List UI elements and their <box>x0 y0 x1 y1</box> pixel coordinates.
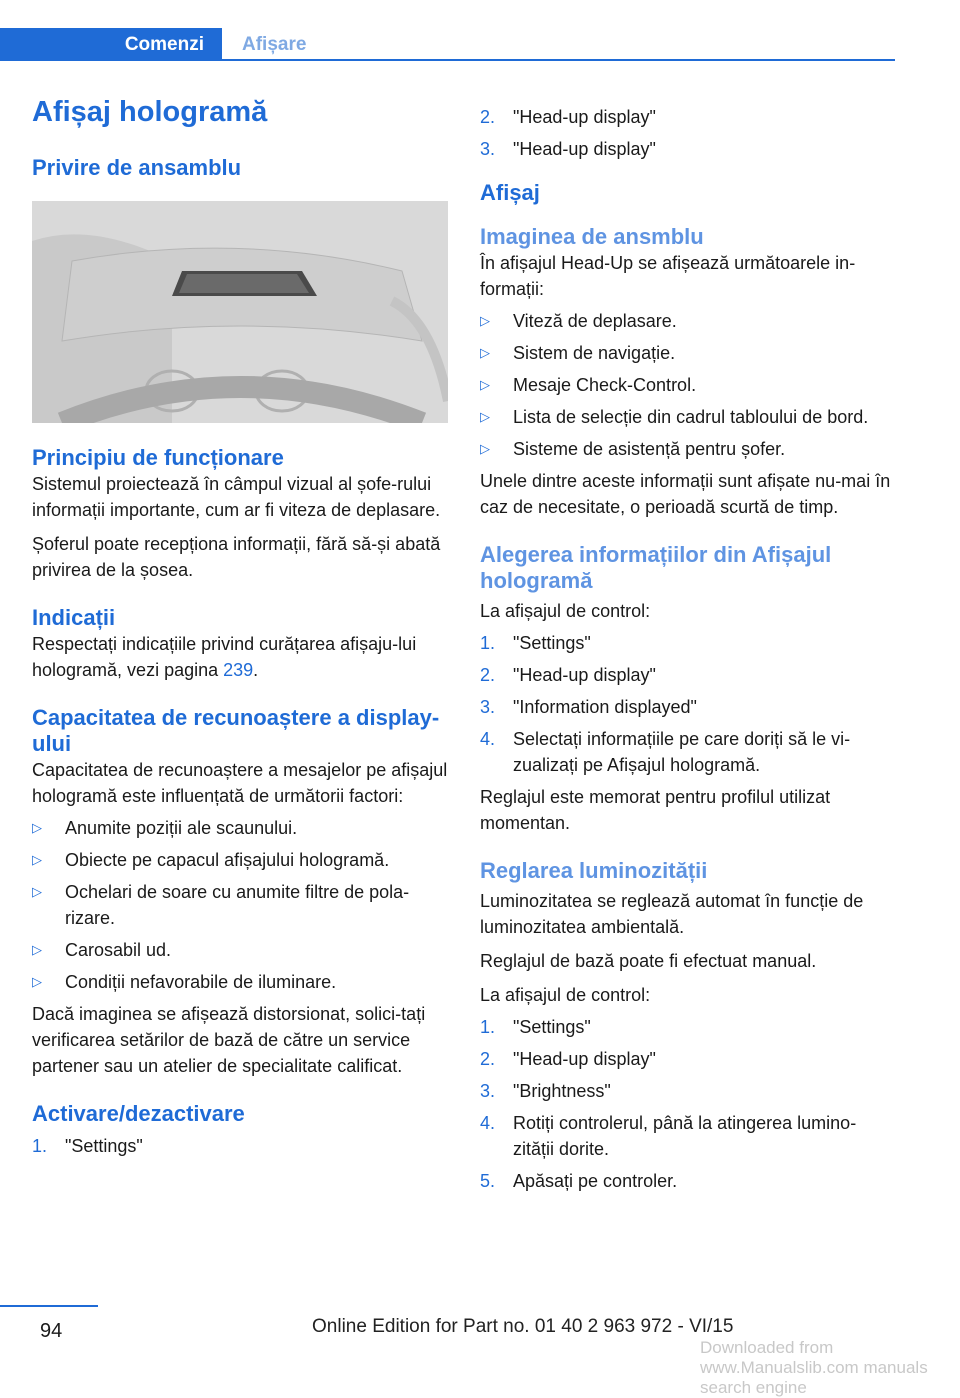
display-heading: Afișaj <box>480 180 540 205</box>
list-item: 2. "Head-up display" <box>480 662 895 688</box>
step-number: 4. <box>480 1113 496 1133</box>
hints-heading: Indicații <box>32 605 116 630</box>
bullet-triangle-icon: ▷ <box>32 820 42 835</box>
step-number: 4. <box>480 729 496 749</box>
list-item: ▷ Viteză de deplasare. <box>480 308 895 334</box>
bullet-triangle-icon: ▷ <box>480 345 490 360</box>
header-divider <box>0 59 895 61</box>
step-number: 1. <box>480 633 496 653</box>
list-item: 4. Selectați informațiile pe care doriți să le vi-zualizați pe Afișajul hologramă. <box>480 726 895 778</box>
overview-paragraph: În afișajul Head-Up se afișează următoarele in-formații: <box>480 253 856 299</box>
dashboard-illustration <box>32 201 448 423</box>
list-item: 5. Apăsați pe controler. <box>480 1168 895 1194</box>
list-item: 2. "Head-up display" <box>480 104 895 130</box>
brightness-heading: Reglarea luminozității <box>480 858 708 883</box>
activation-steps-continued <box>480 104 895 162</box>
left-column <box>32 96 448 1165</box>
recognition-factors-list <box>32 815 448 995</box>
activation-steps-list <box>32 1133 448 1159</box>
overview-note: Unele dintre aceste informații sunt afișate nu-mai în caz de necesitate, o perioadă scurtă de timp. <box>480 471 891 517</box>
bullet-triangle-icon: ▷ <box>32 852 42 867</box>
bullet-triangle-icon: ▷ <box>480 441 490 456</box>
principle-paragraph-2: Șoferul poate recepționa informații, fără să-și abată privirea de la șosea. <box>32 534 441 580</box>
hints-text: Respectați indicațiile privind curățarea afișaju-lui hologramă, vezi pagina <box>32 634 417 680</box>
footer-divider <box>0 1305 98 1307</box>
step-number: 2. <box>480 665 496 685</box>
bullet-triangle-icon: ▷ <box>480 313 490 328</box>
overview-heading: Privire de ansamblu <box>32 155 242 180</box>
step-number: 3. <box>480 697 496 717</box>
step-number: 3. <box>480 139 496 159</box>
recognition-heading: Capacitatea de recunoaștere a display-ului <box>32 705 440 756</box>
bullet-triangle-icon: ▷ <box>480 377 490 392</box>
list-item: ▷ Condiții nefavorabile de iluminare. <box>32 969 448 995</box>
step-number: 5. <box>480 1171 496 1191</box>
step-number: 2. <box>480 1049 496 1069</box>
online-edition-label: Online Edition for Part no. 01 40 2 963 972 - VI/15 <box>312 1316 734 1337</box>
list-item: ▷ Obiecte pe capacul afișajului hologramă. <box>32 847 448 873</box>
step-number: 2. <box>480 107 496 127</box>
list-item: 3. "Brightness" <box>480 1078 895 1104</box>
watermark: Downloaded from www.Manualslib.com manuals search engine <box>700 1338 928 1397</box>
bullet-triangle-icon: ▷ <box>480 409 490 424</box>
brightness-paragraph-1: Luminozitatea se reglează automat în funcție de luminozitatea ambientală. <box>480 891 864 937</box>
bullet-triangle-icon: ▷ <box>32 942 42 957</box>
distortion-paragraph: Dacă imaginea se afișează distorsionat, solici-tați verificarea setărilor de bază de către un service partener sau un atelier de specialitate calificat. <box>32 1004 426 1076</box>
page-239-link[interactable]: 239 <box>223 660 254 680</box>
list-item: 3. "Head-up display" <box>480 136 895 162</box>
step-number: 1. <box>480 1017 496 1037</box>
page-number: 94 <box>40 1320 63 1342</box>
list-item: 3. "Information displayed" <box>480 694 895 720</box>
principle-heading: Principiu de funcționare <box>32 445 284 470</box>
brightness-steps <box>480 1014 895 1194</box>
list-item: 1. "Settings" <box>480 630 895 656</box>
select-info-note: Reglajul este memorat pentru profilul utilizat momentan. <box>480 787 831 833</box>
list-item: ▷ Anumite poziții ale scaunului. <box>32 815 448 841</box>
bullet-triangle-icon: ▷ <box>32 884 42 899</box>
list-item: ▷ Mesaje Check-Control. <box>480 372 895 398</box>
list-item: ▷ Carosabil ud. <box>32 937 448 963</box>
list-item: 1. "Settings" <box>32 1133 448 1159</box>
list-item: 4. Rotiți controlerul, până la atingerea lumino-zității dorite. <box>480 1110 895 1162</box>
list-item: ▷ Lista de selecție din cadrul tabloului de bord. <box>480 404 895 430</box>
overview-items-list <box>480 308 895 462</box>
select-info-steps <box>480 630 895 778</box>
brightness-paragraph-2: Reglajul de bază poate fi efectuat manual. <box>480 951 817 971</box>
brightness-intro: La afișajul de control: <box>480 985 651 1005</box>
list-item: ▷ Ochelari de soare cu anumite filtre de pola-rizare. <box>32 879 448 931</box>
activation-heading: Activare/dezactivare <box>32 1101 245 1126</box>
tab-comenzi[interactable]: Comenzi <box>0 28 222 61</box>
step-number: 3. <box>480 1081 496 1101</box>
hints-paragraph <box>32 631 448 683</box>
recognition-paragraph: Capacitatea de recunoaștere a mesajelor pe afișajul hologramă este influențată de următorii factori: <box>32 760 448 806</box>
dashboard-drawing <box>32 201 448 423</box>
list-item: ▷ Sistem de navigație. <box>480 340 895 366</box>
list-item: 1. "Settings" <box>480 1014 895 1040</box>
tab-afisare[interactable]: Afișare <box>242 33 307 55</box>
list-item: ▷ Sisteme de asistență pentru șofer. <box>480 436 895 462</box>
page-title: Afișaj hologramă <box>32 96 268 128</box>
list-item: 2. "Head-up display" <box>480 1046 895 1072</box>
select-info-intro: La afișajul de control: <box>480 601 651 621</box>
right-column <box>480 104 895 1200</box>
step-number: 1. <box>32 1136 48 1156</box>
header-tabs <box>0 28 895 62</box>
select-info-heading: Alegerea informațiilor din Afișajul hologramă <box>480 542 832 593</box>
principle-paragraph-1: Sistemul proiectează în câmpul vizual al șofe-rului informații importante, cum ar fi viteza de deplasare. <box>32 474 441 520</box>
overview-subheading: Imaginea de ansmblu <box>480 224 704 249</box>
bullet-triangle-icon: ▷ <box>32 974 42 989</box>
hints-end: . <box>253 660 259 680</box>
